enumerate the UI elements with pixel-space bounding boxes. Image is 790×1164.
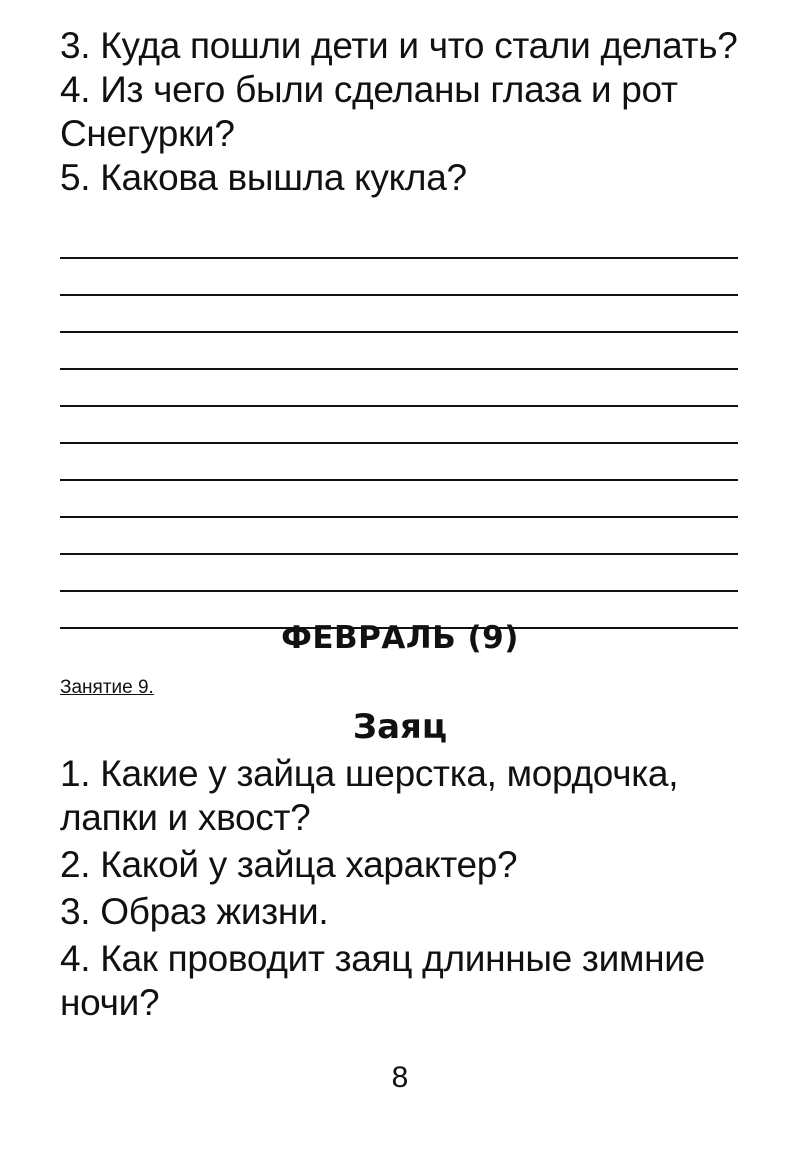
answer-line[interactable] xyxy=(60,518,738,555)
answer-line[interactable] xyxy=(60,407,738,444)
question-1: 1. Какие у зайца шерстка, мордочка, лапки и хвост? xyxy=(60,753,679,838)
worksheet-page xyxy=(60,0,740,1164)
answer-line[interactable] xyxy=(60,333,738,370)
top-questions xyxy=(60,24,740,200)
answer-line[interactable] xyxy=(60,481,738,518)
question-4: 4. Из чего были сделаны глаза и рот Снегурки? xyxy=(60,69,678,154)
answer-line[interactable] xyxy=(60,222,738,259)
question-3b: 3. Образ жизни. xyxy=(60,891,329,932)
lesson-label: Занятие 9. xyxy=(60,677,154,698)
lesson-title: Заяц xyxy=(352,707,448,747)
answer-lines xyxy=(60,222,738,629)
answer-line[interactable] xyxy=(60,444,738,481)
month-heading: ФЕВРАЛЬ (9) xyxy=(281,620,519,656)
answer-line[interactable] xyxy=(60,555,738,592)
question-3: 3. Куда пошли дети и что стали делать? xyxy=(60,25,738,66)
question-4b: 4. Как проводит заяц длинные зимние ночи? xyxy=(60,938,705,1023)
question-5: 5. Какова вышла кукла? xyxy=(60,157,467,198)
page-number: 8 xyxy=(391,1061,409,1094)
answer-line[interactable] xyxy=(60,370,738,407)
question-2: 2. Какой у зайца характер? xyxy=(60,844,518,885)
answer-line[interactable] xyxy=(60,296,738,333)
bottom-questions xyxy=(60,752,740,1028)
answer-line[interactable] xyxy=(60,259,738,296)
